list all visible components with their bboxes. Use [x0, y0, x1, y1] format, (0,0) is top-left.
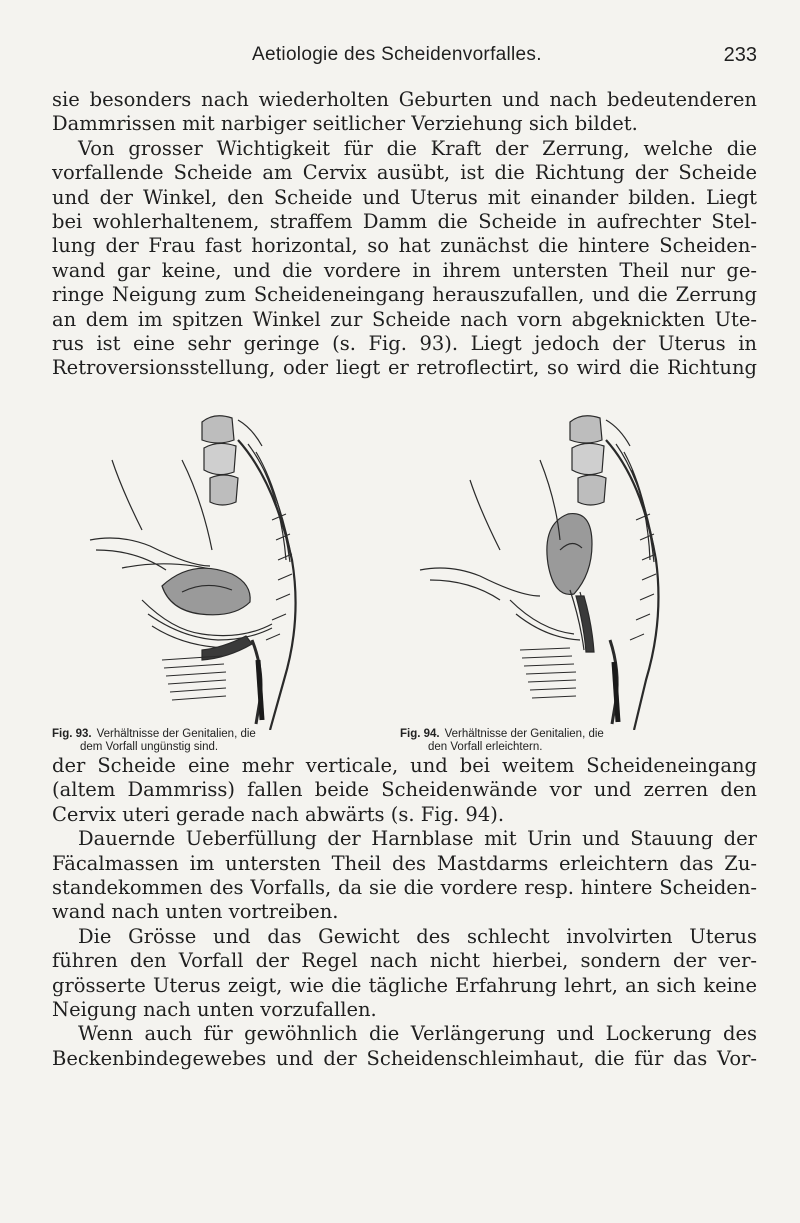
text-line: Neigung nach unten vorzufallen. [52, 998, 377, 1022]
text-line: sie besonders nach wiederholten Geburten und nach bedeutenderen [52, 88, 757, 111]
text-line: Die Grösse und das Gewicht des schlecht involvirten Uterus [78, 924, 757, 948]
text-line: wand gar keine, und die vordere in ihrem untersten Theil nur ge- [52, 258, 757, 282]
text-line: führen den Vorfall der Regel nach nicht hierbei, sondern der ver- [52, 949, 757, 973]
text-line: standekommen des Vorfalls, da sie die vordere resp. hintere Scheiden- [52, 876, 757, 900]
caption-text: dem Vorfall ungünstig sind. [80, 741, 219, 753]
text-line: Wenn auch für gewöhnlich die Verlängerung und Lockerung des [78, 1022, 757, 1046]
text-line: Beckenbindegewebes und der Scheidenschleimhaut, die für das Vor- [52, 1046, 757, 1070]
figure-94 [400, 400, 720, 753]
body-text-top [52, 88, 757, 381]
figure-caption [52, 728, 392, 754]
text-line: grösserte Uterus zeigt, wie die tägliche Erfahrung lehrt, an sich keine [52, 973, 757, 997]
caption-text: den Vorfall erleichtern. [428, 741, 543, 753]
text-line: Cervix uteri gerade nach abwärts (s. Fig. 94). [52, 802, 505, 826]
text-line: (altem Dammriss) fallen beide Scheidenwände vor und zerren den [52, 778, 757, 802]
text-line: Fäcalmassen im untersten Theil des Mastdarms erleichtern das Zu- [52, 851, 757, 875]
page-header [52, 44, 757, 74]
page-number: 233 [723, 44, 757, 66]
figure-label: Fig. 93. [52, 728, 92, 740]
body-text-bottom [52, 754, 757, 1071]
text-line: Dauernde Ueberfüllung der Harnblase mit Urin und Stauung der [78, 827, 757, 851]
text-line: Von grosser Wichtigkeit für die Kraft der Zerrung, welche die [78, 136, 757, 160]
text-line: der Scheide eine mehr verticale, und bei weitem Scheideneingang [52, 754, 757, 777]
text-line: an dem im spitzen Winkel zur Scheide nach vorn abgeknickten Ute- [52, 307, 757, 331]
figure-93 [52, 400, 372, 753]
text-line: lung der Frau fast horizontal, so hat zunächst die hintere Scheiden- [52, 234, 757, 258]
caption-text: Verhältnisse der Genitalien, die [444, 728, 604, 740]
text-line: vorfallende Scheide am Cervix ausübt, ist die Richtung der Scheide [52, 161, 757, 185]
figure-caption [400, 728, 740, 754]
text-line: rus ist eine sehr geringe (s. Fig. 93). Liegt jedoch der Uterus in [52, 332, 757, 356]
pelvis-section-illustration-93 [52, 400, 372, 730]
text-line: wand nach unten vortreiben. [52, 900, 339, 924]
text-line: ringe Neigung zum Scheideneingang herauszufallen, und die Zerrung [52, 283, 757, 307]
pelvis-section-illustration-94 [400, 400, 720, 730]
caption-text: Verhältnisse der Genitalien, die [96, 728, 256, 740]
running-title: Aetiologie des Scheidenvorfalles. [252, 44, 542, 65]
text-line: Dammrissen mit narbiger seitlicher Verziehung sich bildet. [52, 112, 638, 136]
figure-label: Fig. 94. [400, 728, 440, 740]
text-line: und der Winkel, den Scheide und Uterus mit einander bilden. Liegt [52, 185, 757, 209]
text-line: Retroversionsstellung, oder liegt er retroflectirt, so wird die Richtung [52, 356, 757, 380]
text-line: bei wohlerhaltenem, straffem Damm die Scheide in aufrechter Stel- [52, 210, 757, 234]
